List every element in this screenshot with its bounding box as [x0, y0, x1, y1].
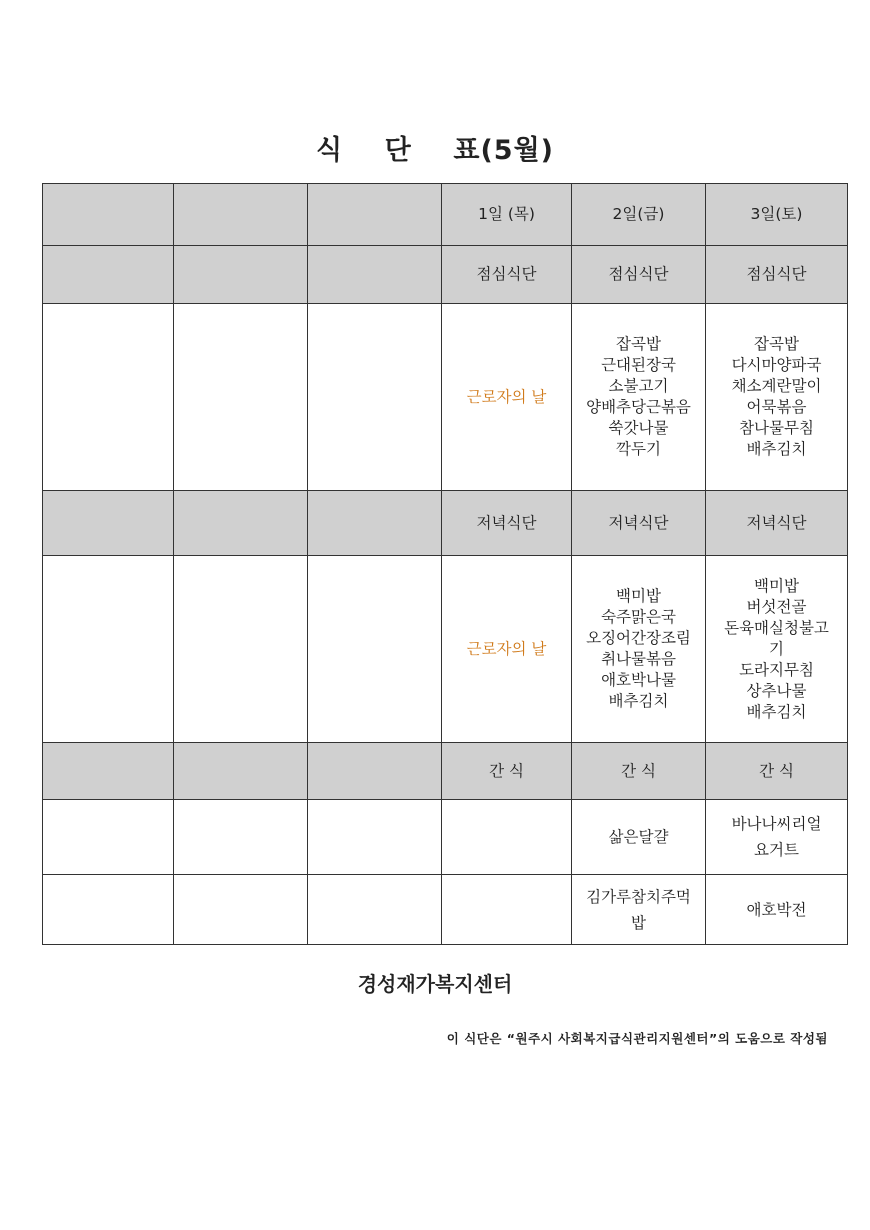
snack-header-3: 간 식: [706, 743, 848, 800]
snack1-sat: [706, 800, 848, 875]
menu-item: 배추김치: [746, 702, 807, 721]
snack-item: 김가루참치주먹: [586, 887, 691, 906]
snack-item: 삶은달걀: [608, 828, 669, 846]
dinner-menu-fri: [572, 556, 706, 743]
snack2-sat: [706, 875, 848, 945]
date-header-3: 3일(토): [706, 184, 848, 246]
empty-cell: [43, 184, 174, 246]
footer-note: 이 식단은 “원주시 사회복지급식관리지원센터”의 도움으로 작성됨: [446, 1031, 828, 1046]
menu-item: 참나물무침: [739, 419, 814, 437]
empty-cell: [43, 304, 174, 491]
empty-cell: [308, 743, 442, 800]
lunch-menu-fri: [572, 304, 706, 491]
snack-header-1: 간 식: [442, 743, 572, 800]
snack-header-row: [43, 743, 848, 800]
menu-item: 근대된장국: [601, 356, 676, 374]
lunch-holiday-cell: [442, 304, 572, 491]
menu-item: 상추나물: [746, 681, 807, 700]
empty-cell: [308, 556, 442, 743]
empty-cell: [174, 875, 308, 945]
menu-item: 깍두기: [616, 440, 661, 458]
lunch-header-3: 점심식단: [706, 246, 848, 304]
empty-cell: [174, 556, 308, 743]
menu-table: [42, 183, 848, 945]
empty-cell: [174, 304, 308, 491]
snack1-fri: [572, 800, 706, 875]
lunch-menu-sat: [706, 304, 848, 491]
menu-item: 버섯전골: [746, 597, 807, 616]
menu-item: 기: [769, 639, 784, 658]
empty-cell: [174, 743, 308, 800]
empty-cell: [174, 184, 308, 246]
menu-item: 배추김치: [608, 692, 669, 710]
snack-row-2: [43, 875, 848, 945]
snack-item: 밥: [631, 913, 646, 932]
dinner-header-3: 저녁식단: [706, 491, 848, 556]
lunch-header-1: 점심식단: [442, 246, 572, 304]
snack-item: 애호박전: [746, 900, 807, 919]
empty-cell: [442, 800, 572, 875]
holiday-label: 근로자의 날: [466, 387, 547, 406]
menu-item: 소불고기: [608, 377, 669, 395]
lunch-header-2: 점심식단: [572, 246, 706, 304]
menu-item: 숙주맑은국: [601, 608, 676, 626]
menu-item: 쑥갓나물: [608, 419, 669, 437]
menu-item: 다시마양파국: [731, 356, 822, 374]
dinner-holiday-cell: [442, 556, 572, 743]
menu-item: 잡곡밥: [754, 335, 799, 353]
lunch-menu-row: [43, 304, 848, 491]
lunch-header-row: [43, 246, 848, 304]
menu-item: 잡곡밥: [616, 335, 661, 353]
date-header-row: [43, 184, 848, 246]
snack-row-1: [43, 800, 848, 875]
holiday-label: 근로자의 날: [466, 639, 547, 658]
menu-item: 애호박나물: [601, 671, 676, 689]
menu-item: 채소계란말이: [731, 377, 822, 395]
page-title: 식 단 표(5월): [316, 135, 554, 166]
date-header-2: 2일(금): [572, 184, 706, 246]
snack-item: 요거트: [754, 841, 799, 859]
dinner-header-1: 저녁식단: [442, 491, 572, 556]
dinner-header-2: 저녁식단: [572, 491, 706, 556]
menu-item: 오징어간장조림: [586, 629, 691, 647]
organization-name: 경성재가복지센터: [357, 972, 513, 996]
menu-item: 어묵볶음: [746, 398, 807, 416]
empty-cell: [43, 800, 174, 875]
empty-cell: [442, 875, 572, 945]
empty-cell: [308, 491, 442, 556]
empty-cell: [43, 875, 174, 945]
menu-item: 도라지무침: [739, 660, 814, 679]
menu-item: 배추김치: [746, 440, 807, 458]
empty-cell: [174, 800, 308, 875]
empty-cell: [174, 246, 308, 304]
date-header-1: 1일 (목): [442, 184, 572, 246]
menu-item: 양배추당근볶음: [586, 398, 691, 416]
snack-header-2: 간 식: [572, 743, 706, 800]
empty-cell: [308, 246, 442, 304]
menu-item: 돈육매실청불고: [724, 618, 829, 637]
empty-cell: [43, 556, 174, 743]
menu-item: 백미밥: [616, 587, 661, 605]
dinner-menu-sat: [706, 556, 848, 743]
dinner-header-row: [43, 491, 848, 556]
empty-cell: [43, 491, 174, 556]
empty-cell: [308, 184, 442, 246]
empty-cell: [308, 875, 442, 945]
empty-cell: [308, 304, 442, 491]
menu-item: 취나물볶음: [601, 650, 676, 668]
dinner-menu-row: [43, 556, 848, 743]
empty-cell: [43, 743, 174, 800]
menu-item: 백미밥: [754, 576, 799, 595]
empty-cell: [174, 491, 308, 556]
snack-item: 바나나씨리얼: [731, 815, 822, 833]
empty-cell: [308, 800, 442, 875]
snack2-fri: [572, 875, 706, 945]
empty-cell: [43, 246, 174, 304]
